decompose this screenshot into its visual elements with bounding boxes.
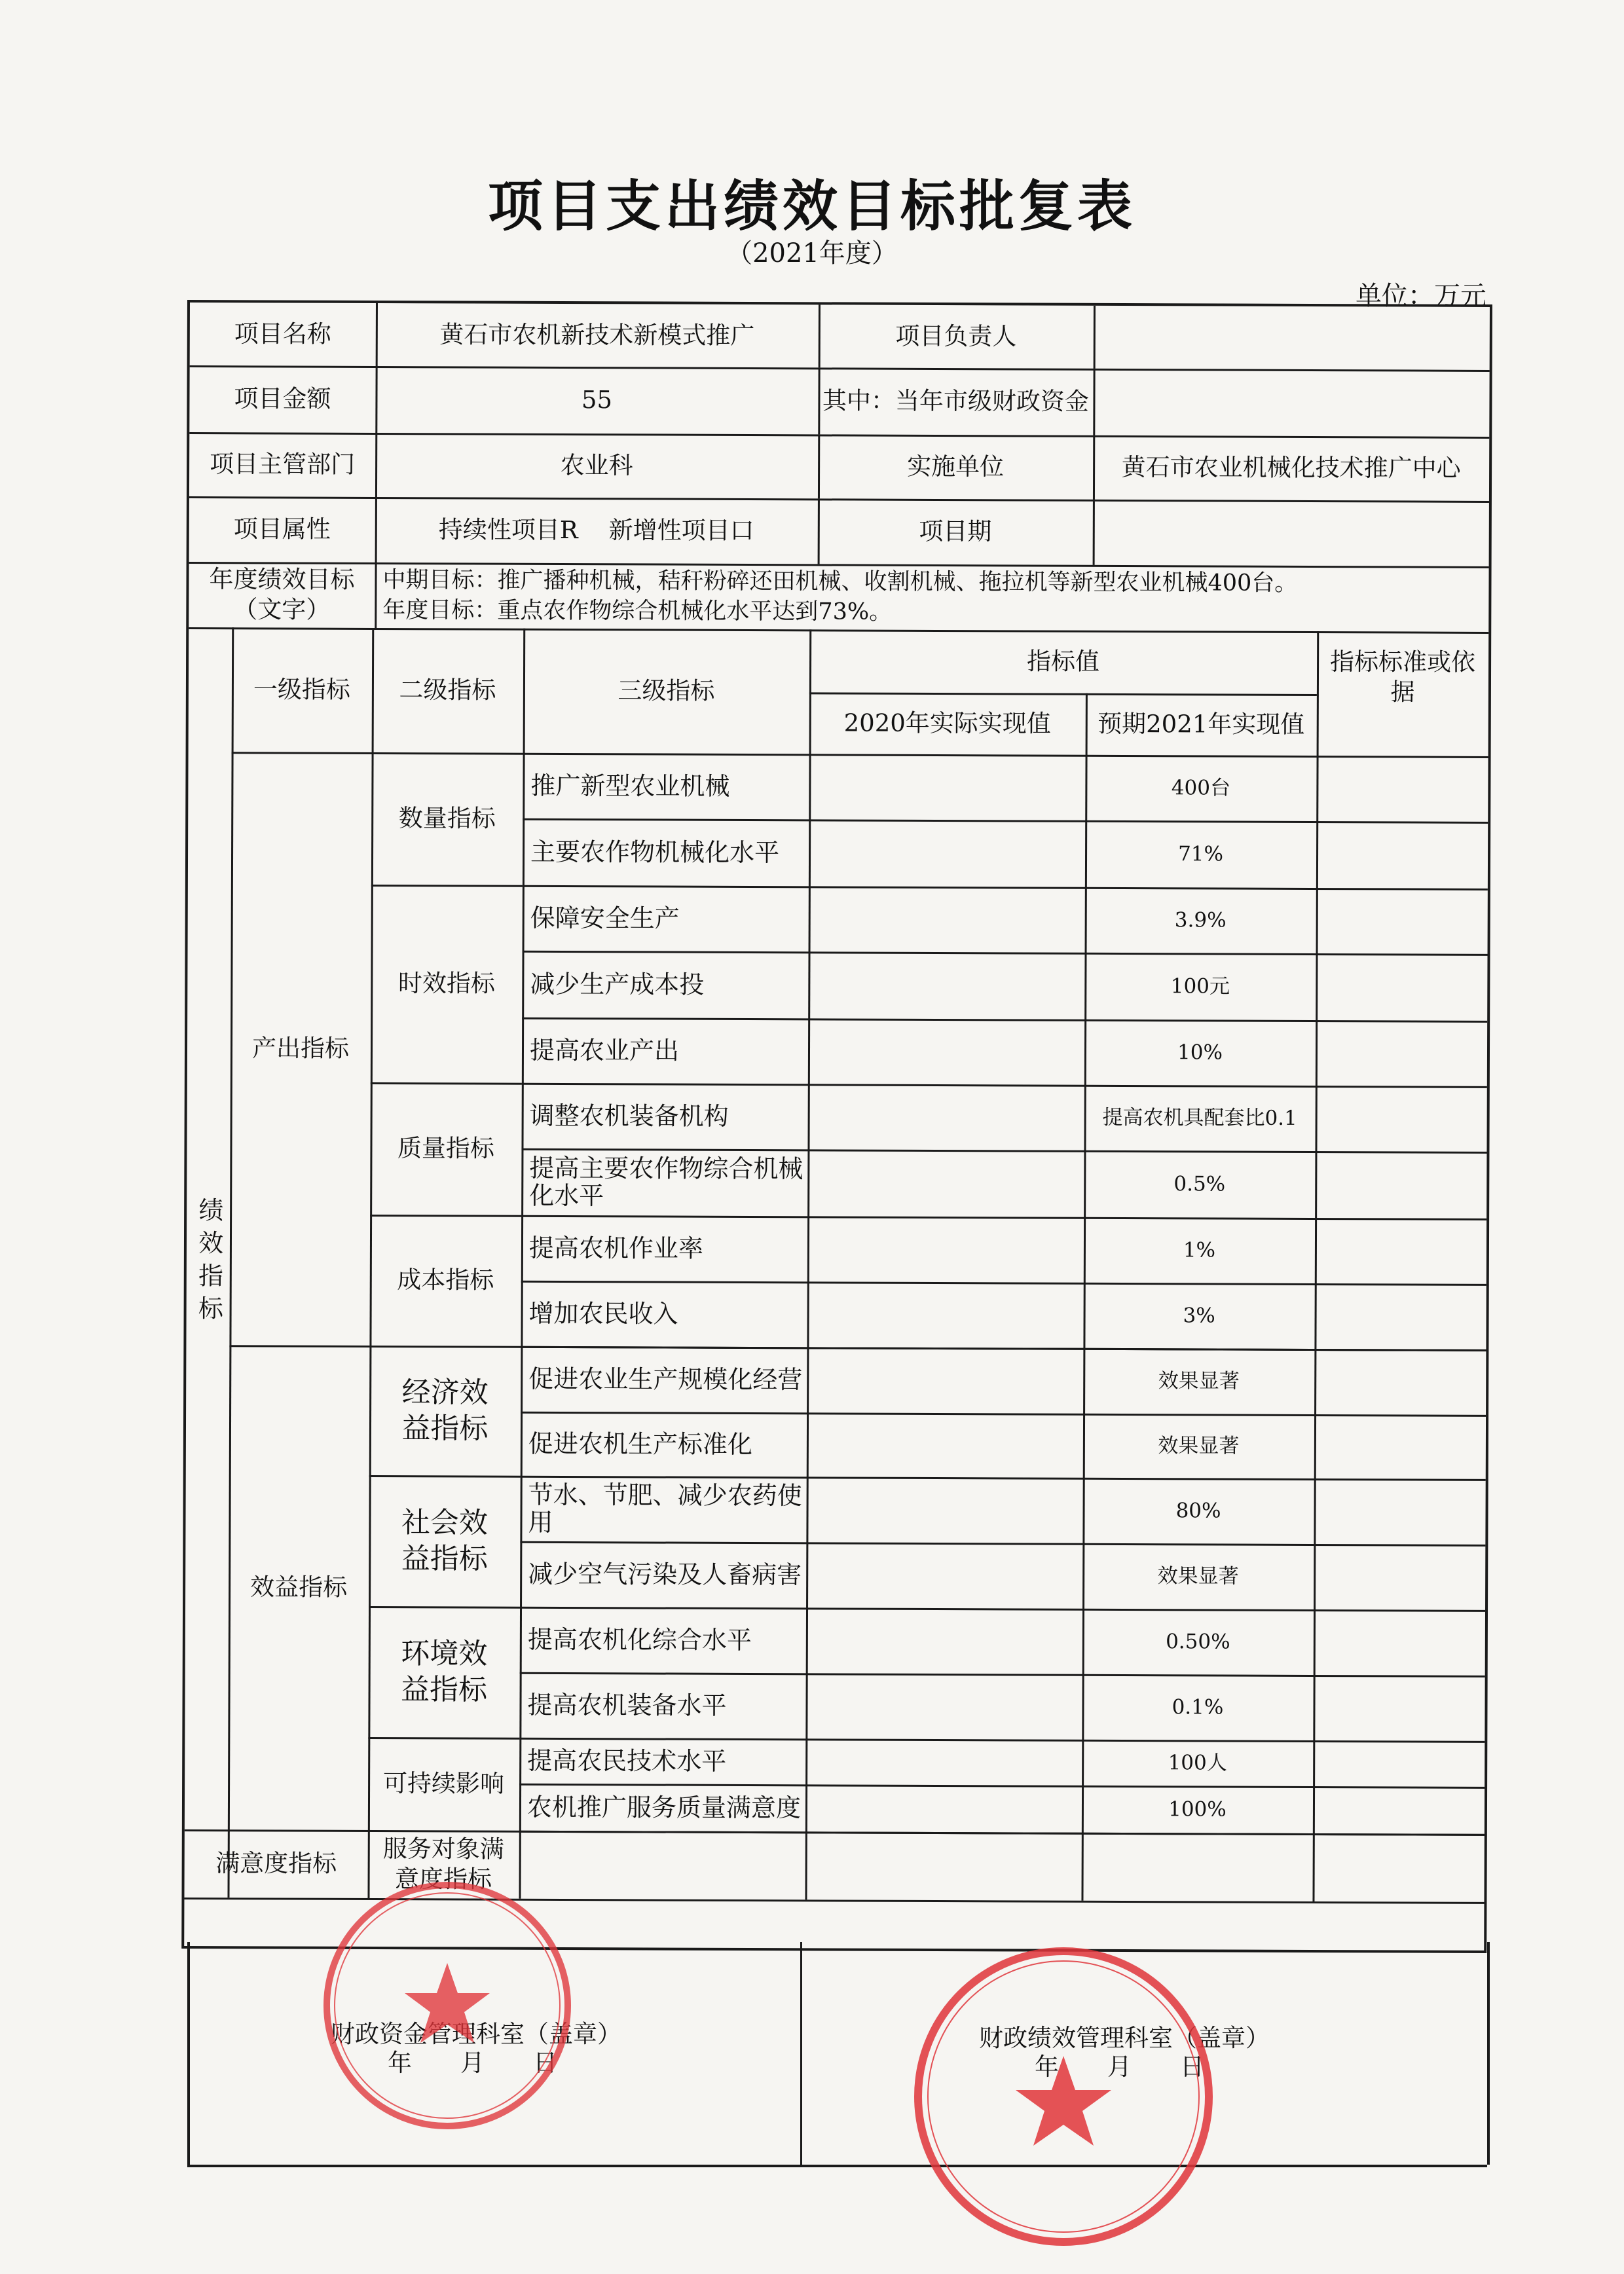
indicator-name: 提高农机装备水平 xyxy=(527,1690,727,1720)
project-name-value: 黄石市农机新技术新模式推广 xyxy=(439,320,755,350)
indicator-block xyxy=(184,627,1488,1951)
indicator-name: 提高农业产出 xyxy=(529,1035,680,1065)
finance-bureau-evaluation-seal-stamp xyxy=(912,1945,1216,2249)
annual-goal-mid-term: 中期目标：推广播种机械，秸秆粉碎还田机械、收割机械、拖拉机等新型农业机械400台。 xyxy=(382,567,1298,596)
indicator-value-2021: 80% xyxy=(1175,1498,1221,1523)
indicator-value-2021: 400台 xyxy=(1171,775,1231,800)
header-2020: 2020年实际实现值 xyxy=(843,708,1051,738)
left-signature-label: 财政资金管理科室（盖章） xyxy=(331,2020,621,2048)
city-fund-label: 其中：当年市级财政资金 xyxy=(822,386,1090,416)
sub-quantity: 数量指标 xyxy=(398,804,496,833)
finance-bureau-agri-seal-stamp xyxy=(320,1878,575,2133)
sub-quality: 质量指标 xyxy=(397,1134,495,1163)
indicator-value-2021: 0.1% xyxy=(1172,1695,1224,1719)
indicator-value-2021: 100% xyxy=(1168,1797,1227,1822)
department-value: 农业科 xyxy=(560,450,633,480)
sub-social: 社会效益指标 xyxy=(401,1506,489,1576)
indicator-name: 农机推广服务质量满意度 xyxy=(526,1792,802,1823)
category-satisfaction: 满意度指标 xyxy=(215,1849,337,1878)
indicator-value-2021: 71% xyxy=(1178,841,1224,866)
right-signature-label: 财政绩效管理科室（盖章） xyxy=(979,2024,1270,2052)
indicator-vertical-label: 绩效指标 xyxy=(194,1197,223,1329)
category-benefit: 效益指标 xyxy=(250,1573,348,1602)
category-output: 产出指标 xyxy=(251,1034,350,1063)
department-label: 项目主管部门 xyxy=(210,449,356,479)
indicator-name: 减少空气污染及人畜病害 xyxy=(528,1559,802,1590)
implementer-value: 黄石市农业机械化技术推广中心 xyxy=(1121,452,1461,483)
header-level2: 二级指标 xyxy=(399,676,496,705)
implementer-label: 实施单位 xyxy=(907,452,1005,481)
project-name-label: 项目名称 xyxy=(234,320,331,348)
indicator-value-2021: 1% xyxy=(1183,1238,1216,1262)
indicator-name: 减少生产成本投 xyxy=(530,969,705,999)
sub-economic: 经济效益指标 xyxy=(401,1376,489,1446)
row-project-name xyxy=(190,303,1490,372)
period-value xyxy=(1093,500,1489,566)
sub-service-satisfaction: 服务对象满意度指标 xyxy=(382,1834,504,1894)
indicator-name: 提高农机化综合水平 xyxy=(527,1624,752,1655)
row-project-amount xyxy=(189,365,1489,439)
indicator-value-2021: 10% xyxy=(1177,1040,1223,1065)
indicator-name: 提高主要农作物综合机械化水平 xyxy=(529,1153,803,1211)
project-amount-value: 55 xyxy=(581,385,613,414)
left-signature-date: 年 月 日 xyxy=(388,2049,557,2077)
sub-timeliness: 时效指标 xyxy=(397,969,495,998)
sub-cost: 成本指标 xyxy=(397,1266,494,1294)
indicator-value-2021: 提高农机具配套比0.1 xyxy=(1102,1105,1297,1130)
sub-sustainability: 可持续影响 xyxy=(383,1769,505,1798)
header-basis: 指标标准或依据 xyxy=(1330,647,1476,706)
indicator-name: 促进农业生产规模化经营 xyxy=(528,1364,803,1395)
row-annual-goal xyxy=(189,562,1488,634)
city-fund-value xyxy=(1093,369,1489,437)
indicator-value-2021: 效果显著 xyxy=(1157,1564,1239,1588)
header-level3: 三级指标 xyxy=(618,676,715,705)
indicator-name: 调整农机装备机构 xyxy=(529,1101,729,1131)
approval-table xyxy=(181,300,1492,1953)
indicator-name: 提高农民技术水平 xyxy=(527,1746,727,1776)
row-department xyxy=(189,432,1489,503)
right-signature-date: 年 月 日 xyxy=(1035,2053,1204,2081)
indicator-name: 节水、节肥、减少农药使用 xyxy=(528,1480,802,1537)
annual-goal-label: 年度绩效目标（文字） xyxy=(209,564,355,624)
unit-label: 单位：万元 xyxy=(1356,281,1486,311)
indicator-name: 促进农机生产标准化 xyxy=(528,1429,752,1459)
project-amount-label: 项目金额 xyxy=(234,384,331,413)
indicator-name: 推广新型农业机械 xyxy=(530,771,730,801)
header-level1: 一级指标 xyxy=(253,675,350,704)
row-attribute xyxy=(189,496,1489,568)
period-label: 项目期 xyxy=(919,517,992,546)
attribute-value: 持续性项目R 新增性项目口 xyxy=(438,515,754,545)
indicator-name: 主要农作物机械化水平 xyxy=(530,837,780,868)
indicator-value-2021: 3.9% xyxy=(1174,908,1227,932)
indicator-value-2021: 100人 xyxy=(1168,1750,1227,1775)
header-2021: 预期2021年实现值 xyxy=(1098,709,1305,739)
sub-environment: 环境效益指标 xyxy=(401,1637,488,1707)
indicator-name: 保障安全生产 xyxy=(530,903,680,933)
indicator-name: 增加农民收入 xyxy=(528,1298,678,1329)
annual-goal-text xyxy=(382,565,1483,629)
indicator-value-2021: 效果显著 xyxy=(1158,1433,1240,1458)
indicator-value-2021: 100元 xyxy=(1170,974,1230,999)
attribute-label: 项目属性 xyxy=(233,515,331,543)
document-year: （2021年度） xyxy=(726,238,898,268)
indicator-value-2021: 效果显著 xyxy=(1158,1368,1240,1393)
indicator-name: 提高农机作业率 xyxy=(528,1233,704,1263)
indicator-value-2021: 0.5% xyxy=(1173,1171,1226,1196)
project-owner-value xyxy=(1094,306,1490,370)
annual-goal-year: 年度目标：重点农作物综合机械化水平达到73%。 xyxy=(382,597,893,625)
project-owner-label: 项目负责人 xyxy=(895,321,1017,351)
document-title: 项目支出绩效目标批复表 xyxy=(487,174,1136,238)
header-value: 指标值 xyxy=(1027,647,1100,676)
indicator-value-2021: 3% xyxy=(1183,1303,1215,1328)
indicator-value-2021: 0.50% xyxy=(1166,1629,1230,1654)
